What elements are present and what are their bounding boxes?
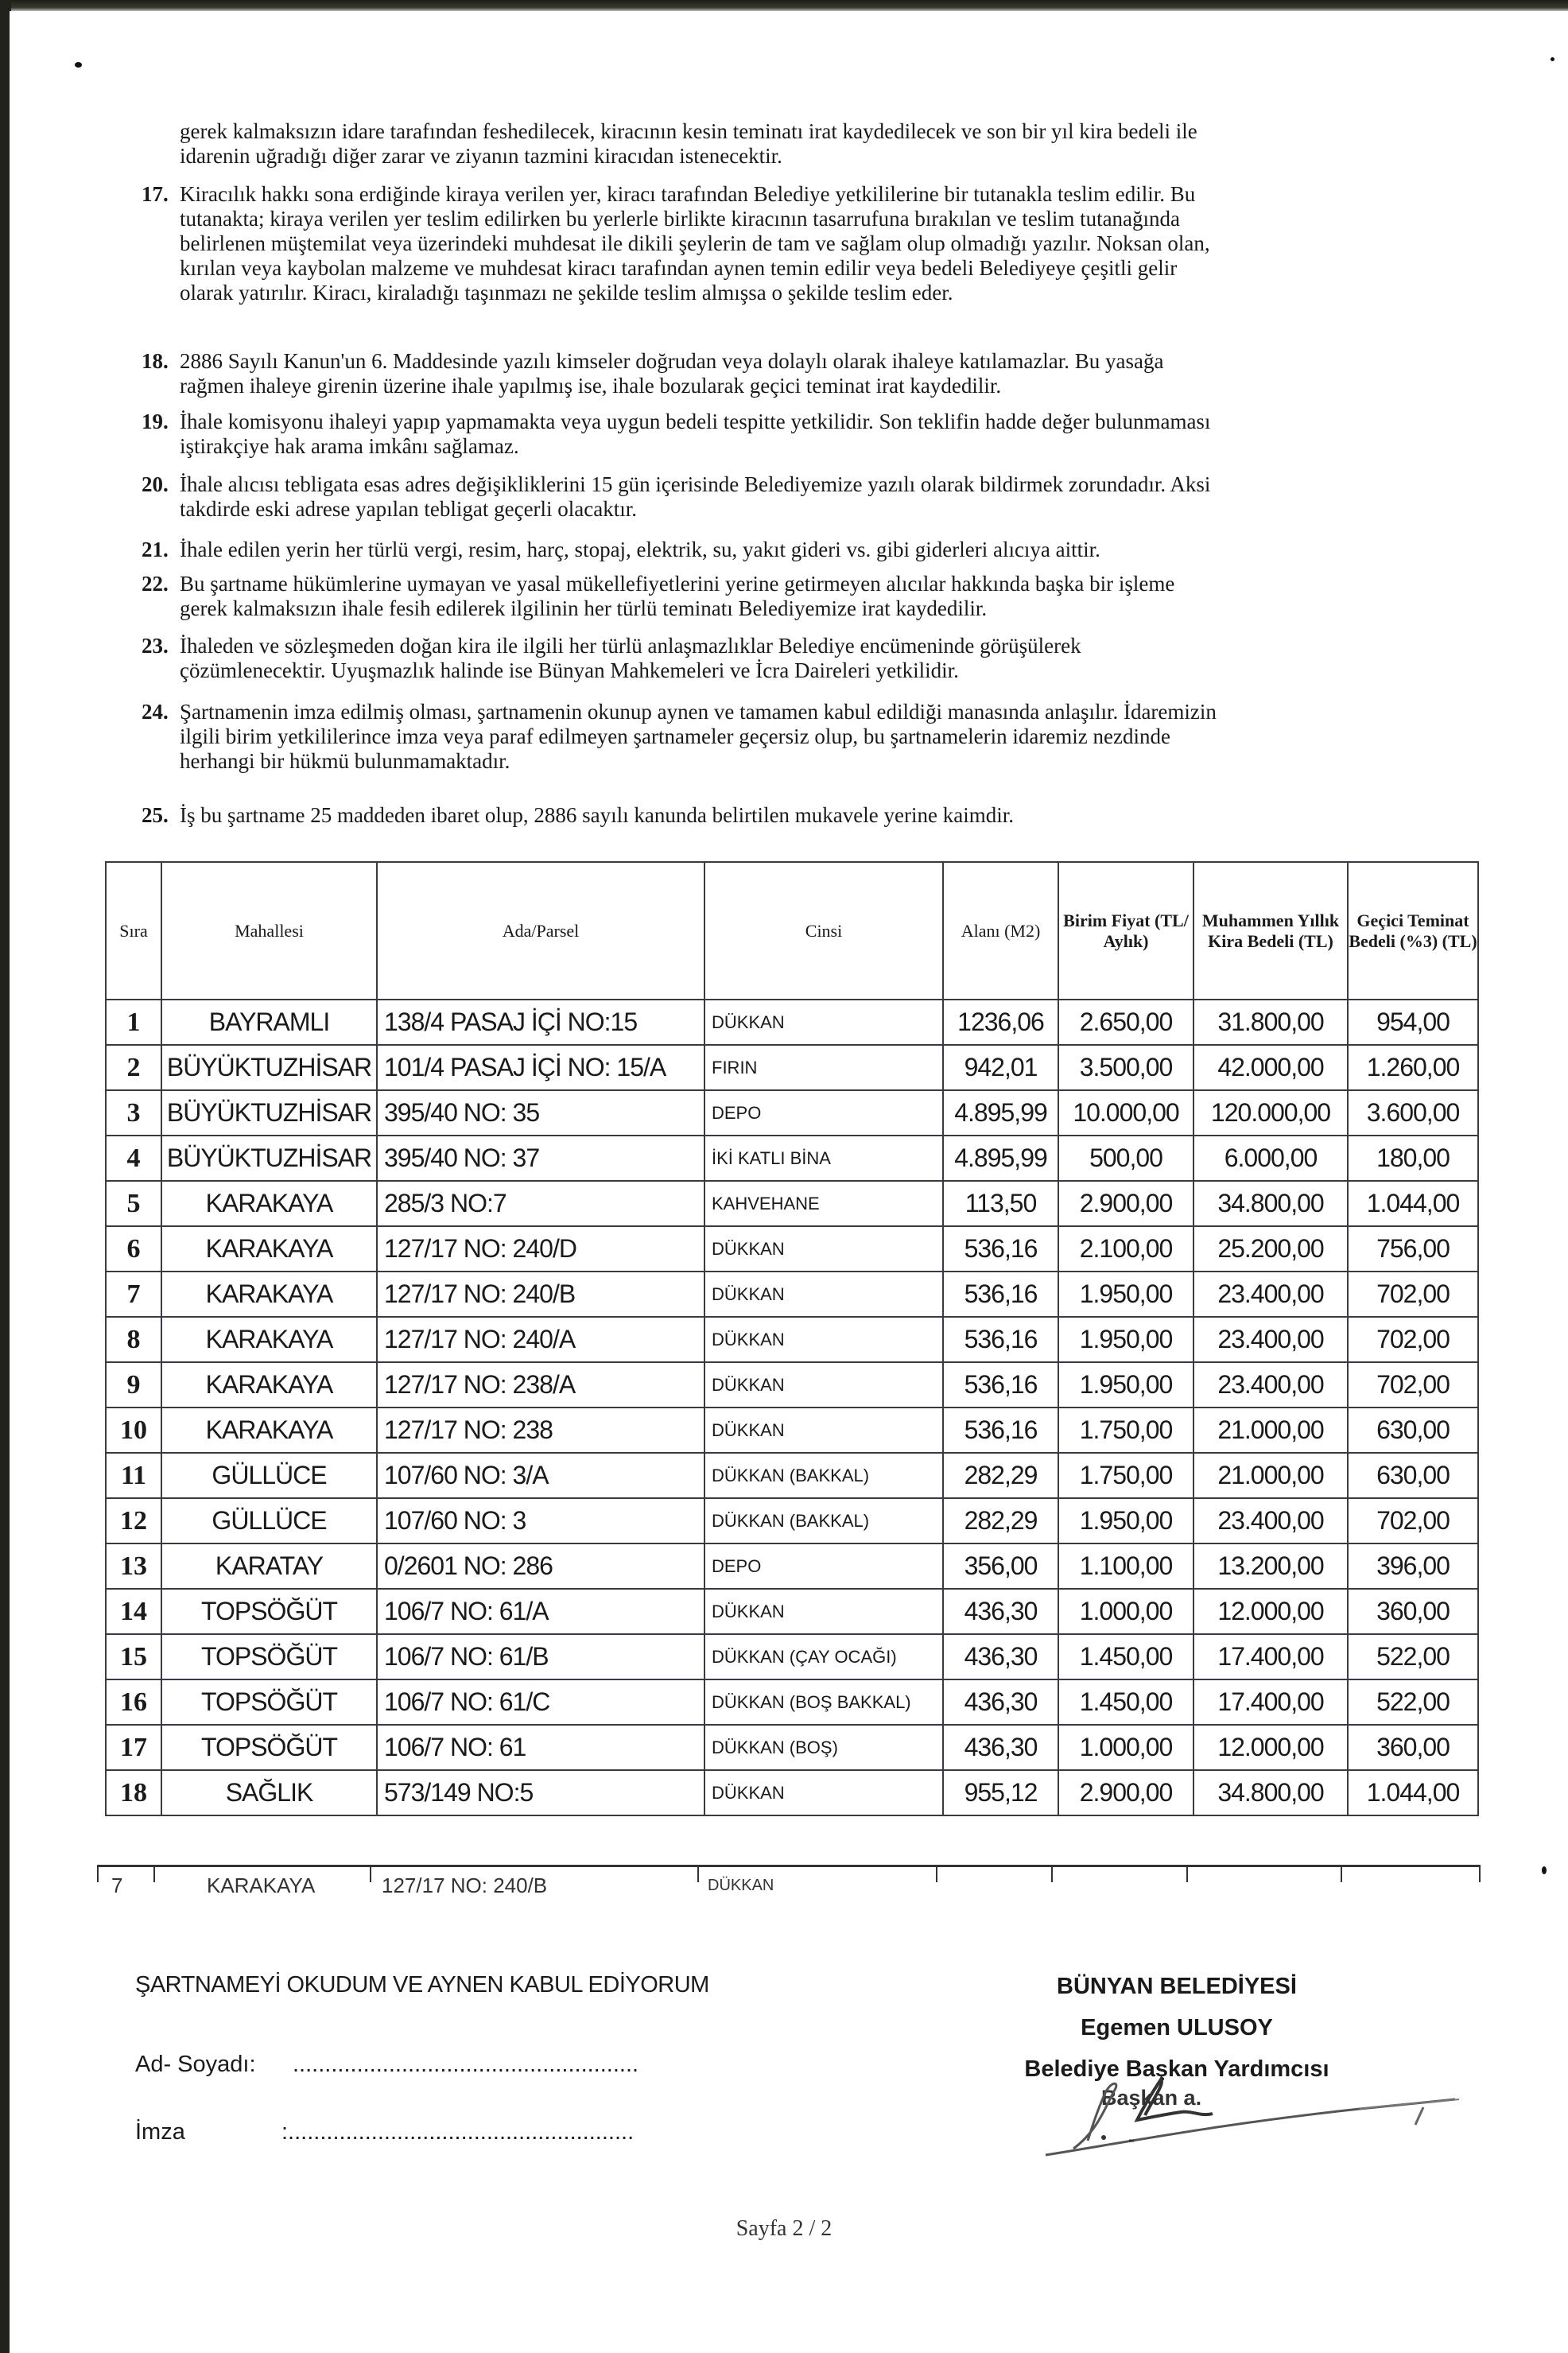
cell-muhammen-kira: 17.400,00 — [1193, 1679, 1348, 1725]
signer-block — [994, 1966, 1360, 2090]
clause-line: Bu şartname hükümlerine uymayan ve yasal mükellefiyetlerini yerine getirmeyen alıcılar hakkında başka bir işleme — [180, 572, 1175, 596]
cell-ada-parsel: 106/7 NO: 61/C — [377, 1679, 704, 1725]
cell-muhammen-kira: 23.400,00 — [1193, 1362, 1348, 1408]
cell-muhammen-kira: 25.200,00 — [1193, 1226, 1348, 1272]
clause-line: İhale edilen yerin her türlü vergi, resim, harç, stopaj, elektrik, su, yakıt gideri vs. gibi giderleri alıcıya aittir. — [180, 538, 1100, 561]
cell-sira: 17 — [106, 1725, 161, 1770]
clause-number: 25. — [142, 803, 169, 827]
cutoff-row-divider — [936, 1865, 937, 1882]
cell-cinsi: DÜKKAN (BAKKAL) — [704, 1498, 943, 1543]
cell-birim-fiyat: 1.000,00 — [1058, 1589, 1193, 1634]
cell-gecici-teminat: 1.260,00 — [1348, 1045, 1478, 1090]
scan-speck — [1551, 57, 1554, 61]
cell-ada-parsel: 0/2601 NO: 286 — [377, 1543, 704, 1589]
cell-mahallesi: KARAKAYA — [161, 1181, 377, 1226]
cell-mahallesi: BÜYÜKTUZHİSAR — [161, 1136, 377, 1181]
cell-mahallesi: KARAKAYA — [161, 1408, 377, 1453]
cell-muhammen-kira: 23.400,00 — [1193, 1317, 1348, 1362]
cell-sira: 4 — [106, 1136, 161, 1181]
cell-ada-parsel: 285/3 NO:7 — [377, 1181, 704, 1226]
cell-cinsi: DÜKKAN (BOŞ) — [704, 1725, 943, 1770]
cell-sira: 3 — [106, 1090, 161, 1136]
clause-21 — [142, 538, 1508, 562]
cell-cinsi: DÜKKAN (ÇAY OCAĞI) — [704, 1634, 943, 1679]
cell-birim-fiyat: 1.950,00 — [1058, 1272, 1193, 1317]
clause-18 — [142, 349, 1508, 398]
cell-muhammen-kira: 13.200,00 — [1193, 1543, 1348, 1589]
scan-speck — [75, 62, 82, 68]
cell-ada-parsel: 127/17 NO: 240/A — [377, 1317, 704, 1362]
cell-sira: 6 — [106, 1226, 161, 1272]
cell-mahallesi: BÜYÜKTUZHİSAR — [161, 1090, 377, 1136]
header-birim-fiyat: Birim Fiyat (TL/ Aylık) — [1058, 862, 1193, 1000]
cell-birim-fiyat: 1.100,00 — [1058, 1543, 1193, 1589]
header-cinsi: Cinsi — [704, 862, 943, 1000]
table-row — [106, 1498, 1478, 1543]
table-header-row — [106, 862, 1478, 1000]
cell-cinsi: FIRIN — [704, 1045, 943, 1090]
cell-muhammen-kira: 34.800,00 — [1193, 1770, 1348, 1815]
clause-line: Şartnamenin imza edilmiş olması, şartnamenin okunup aynen ve tamamen kabul edildiği manasında anlaşılır. İdaremizin — [180, 700, 1217, 724]
cell-birim-fiyat: 1.750,00 — [1058, 1453, 1193, 1498]
table-row — [106, 1181, 1478, 1226]
cell-mahallesi: KARATAY — [161, 1543, 377, 1589]
clause-line: takdirde eski adrese yapılan tebligat geçerli olacaktır. — [180, 497, 638, 521]
clause-number: 21. — [142, 538, 169, 561]
on-behalf-note: Başkan a. — [1101, 2086, 1202, 2110]
cell-muhammen-kira: 17.400,00 — [1193, 1634, 1348, 1679]
table-row — [106, 1272, 1478, 1317]
cell-ada-parsel: 127/17 NO: 240/B — [377, 1272, 704, 1317]
cell-sira: 1 — [106, 1000, 161, 1045]
name-label: Ad- Soyadı: — [135, 2052, 256, 2077]
clause-number: 22. — [142, 572, 169, 596]
cell-gecici-teminat: 702,00 — [1348, 1272, 1478, 1317]
name-field — [135, 2052, 639, 2078]
signer-organization: BÜNYAN BELEDİYESİ — [1057, 1974, 1297, 1999]
cell-sira: 13 — [106, 1543, 161, 1589]
cell-cinsi: KAHVEHANE — [704, 1181, 943, 1226]
table-row — [106, 1725, 1478, 1770]
scan-speck — [1542, 1866, 1547, 1874]
cell-alani: 536,16 — [943, 1317, 1058, 1362]
table-row — [106, 1000, 1478, 1045]
cell-birim-fiyat: 1.950,00 — [1058, 1362, 1193, 1408]
clause-line: herhangi bir hükmü bulunmamaktadır. — [180, 749, 510, 773]
cell-birim-fiyat: 1.950,00 — [1058, 1498, 1193, 1543]
table-row — [106, 1317, 1478, 1362]
cell-cinsi: DÜKKAN — [704, 1317, 943, 1362]
header-muhammen-kira: Muhammen Yıllık Kira Bedeli (TL) — [1193, 862, 1348, 1000]
cell-gecici-teminat: 756,00 — [1348, 1226, 1478, 1272]
cell-muhammen-kira: 12.000,00 — [1193, 1589, 1348, 1634]
signature-label: İmza — [135, 2119, 185, 2145]
cell-mahallesi: KARAKAYA — [161, 1317, 377, 1362]
clause-line: İhale komisyonu ihaleyi yapıp yapmamakta veya uygun bedeli tespitte yetkilidir. Son teklifin hadde değer bulunmaması — [180, 410, 1211, 433]
cell-gecici-teminat: 360,00 — [1348, 1725, 1478, 1770]
cutoff-row-divider — [97, 1865, 99, 1882]
cell-birim-fiyat: 1.950,00 — [1058, 1317, 1193, 1362]
cell-gecici-teminat: 702,00 — [1348, 1498, 1478, 1543]
cutoff-row-border — [97, 1865, 1481, 1867]
cell-muhammen-kira: 34.800,00 — [1193, 1181, 1348, 1226]
cell-alani: 1236,06 — [943, 1000, 1058, 1045]
cell-cinsi: DÜKKAN — [704, 1272, 943, 1317]
signer-name: Egemen ULUSOY — [1081, 2015, 1273, 2040]
cell-gecici-teminat: 360,00 — [1348, 1589, 1478, 1634]
cell-sira: 12 — [106, 1498, 161, 1543]
clause-line: gerek kalmaksızın ihale fesih edilerek ilgilinin her türlü teminatı Belediyemize irat kaydedilir. — [180, 596, 988, 620]
cell-sira: 14 — [106, 1589, 161, 1634]
table-row — [106, 1136, 1478, 1181]
cell-alani: 4.895,99 — [943, 1090, 1058, 1136]
table-row — [106, 1362, 1478, 1408]
cell-birim-fiyat: 10.000,00 — [1058, 1090, 1193, 1136]
clause-line: iştirakçiye hak arama imkânı sağlamaz. — [180, 434, 519, 458]
cell-mahallesi: KARAKAYA — [161, 1272, 377, 1317]
cell-ada-parsel: 573/149 NO:5 — [377, 1770, 704, 1815]
cutoff-cell — [382, 1875, 547, 1883]
cell-gecici-teminat: 630,00 — [1348, 1408, 1478, 1453]
cell-cinsi: DÜKKAN — [704, 1226, 943, 1272]
cell-muhammen-kira: 6.000,00 — [1193, 1136, 1348, 1181]
cell-alani: 536,16 — [943, 1226, 1058, 1272]
cell-birim-fiyat: 2.650,00 — [1058, 1000, 1193, 1045]
cell-mahallesi: KARAKAYA — [161, 1362, 377, 1408]
clause-line: Kiracılık hakkı sona erdiğinde kiraya verilen yer, kiracı tarafından Belediye yetkililerine bir tutanakla teslim edilir. Bu — [180, 182, 1196, 206]
cell-alani: 282,29 — [943, 1453, 1058, 1498]
cutoff-row-divider — [1479, 1865, 1481, 1882]
cell-cinsi: DÜKKAN — [704, 1408, 943, 1453]
cell-cinsi: DEPO — [704, 1090, 943, 1136]
cell-birim-fiyat: 2.100,00 — [1058, 1226, 1193, 1272]
cell-ada-parsel: 395/40 NO: 35 — [377, 1090, 704, 1136]
cell-sira: 7 — [106, 1272, 161, 1317]
cell-cinsi: DÜKKAN (BOŞ BAKKAL) — [704, 1679, 943, 1725]
clause-line: İş bu şartname 25 maddeden ibaret olup, 2886 sayılı kanunda belirtilen mukavele yerine kaimdir. — [180, 803, 1014, 827]
cell-sira: 11 — [106, 1453, 161, 1498]
cell-birim-fiyat: 1.750,00 — [1058, 1408, 1193, 1453]
clause-line: rağmen ihaleye girenin üzerine ihale yapılmış ise, ihale bozularak geçici teminat irat kaydedilir. — [180, 374, 1002, 398]
cell-ada-parsel: 107/60 NO: 3/A — [377, 1453, 704, 1498]
clause-23 — [142, 634, 1508, 683]
cell-birim-fiyat: 1.450,00 — [1058, 1634, 1193, 1679]
signature-field — [135, 2119, 635, 2145]
cell-mahallesi: SAĞLIK — [161, 1770, 377, 1815]
cell-mahallesi: BÜYÜKTUZHİSAR — [161, 1045, 377, 1090]
cell-gecici-teminat: 396,00 — [1348, 1543, 1478, 1589]
cell-mahallesi: BAYRAMLI — [161, 1000, 377, 1045]
cell-gecici-teminat: 522,00 — [1348, 1634, 1478, 1679]
cell-alani: 955,12 — [943, 1770, 1058, 1815]
cell-cinsi: DÜKKAN — [704, 1770, 943, 1815]
cutoff-row-divider — [370, 1865, 371, 1882]
cell-alani: 436,30 — [943, 1589, 1058, 1634]
clause-line: kırılan veya kaybolan malzeme ve muhdesat kiracı tarafından aynen temin edilir veya bedeli Belediyeye çeşitli gelir — [180, 256, 1178, 280]
page-number: Sayfa 2 / 2 — [735, 2216, 833, 2241]
cell-gecici-teminat: 954,00 — [1348, 1000, 1478, 1045]
cell-alani: 536,16 — [943, 1272, 1058, 1317]
cell-birim-fiyat: 1.450,00 — [1058, 1679, 1193, 1725]
cell-sira: 9 — [106, 1362, 161, 1408]
clause-line: idarenin uğradığı diğer zarar ve ziyanın tazmini kiracıdan istenecektir. — [180, 144, 782, 168]
cell-sira: 2 — [106, 1045, 161, 1090]
cell-birim-fiyat: 2.900,00 — [1058, 1181, 1193, 1226]
cell-mahallesi: TOPSÖĞÜT — [161, 1589, 377, 1634]
table-row — [106, 1045, 1478, 1090]
cell-muhammen-kira: 120.000,00 — [1193, 1090, 1348, 1136]
cell-alani: 536,16 — [943, 1362, 1058, 1408]
cell-alani: 113,50 — [943, 1181, 1058, 1226]
cell-muhammen-kira: 23.400,00 — [1193, 1498, 1348, 1543]
cell-cinsi: DEPO — [704, 1543, 943, 1589]
cell-mahallesi: KARAKAYA — [161, 1226, 377, 1272]
cell-birim-fiyat: 2.900,00 — [1058, 1770, 1193, 1815]
table-row — [106, 1679, 1478, 1725]
clause-24 — [142, 700, 1508, 774]
cell-sira: 15 — [106, 1634, 161, 1679]
cell-ada-parsel: 127/17 NO: 240/D — [377, 1226, 704, 1272]
cell-alani: 436,30 — [943, 1725, 1058, 1770]
cutoff-row-divider — [1051, 1865, 1053, 1882]
cell-mahallesi: TOPSÖĞÜT — [161, 1725, 377, 1770]
cell-gecici-teminat: 630,00 — [1348, 1453, 1478, 1498]
cell-birim-fiyat: 3.500,00 — [1058, 1045, 1193, 1090]
header-sira: Sıra — [106, 862, 161, 1000]
cell-mahallesi: TOPSÖĞÜT — [161, 1634, 377, 1679]
cell-alani: 536,16 — [943, 1408, 1058, 1453]
cell-gecici-teminat: 522,00 — [1348, 1679, 1478, 1725]
clause-line: olarak yatırılır. Kiracı, kiraladığı taşınmazı ne şekilde teslim almışsa o şekilde teslim eder. — [180, 281, 953, 305]
cell-ada-parsel: 395/40 NO: 37 — [377, 1136, 704, 1181]
cell-gecici-teminat: 1.044,00 — [1348, 1770, 1478, 1815]
cell-muhammen-kira: 21.000,00 — [1193, 1408, 1348, 1453]
clause-line: çözümlenecektir. Uyuşmazlık halinde ise Bünyan Mahkemeleri ve İcra Daireleri yetkilidir. — [180, 658, 959, 682]
cutoff-cell — [708, 1875, 774, 1883]
clause-number: 17. — [142, 182, 169, 206]
cell-ada-parsel: 106/7 NO: 61/A — [377, 1589, 704, 1634]
cell-alani: 942,01 — [943, 1045, 1058, 1090]
cell-gecici-teminat: 180,00 — [1348, 1136, 1478, 1181]
cell-ada-parsel: 101/4 PASAJ İÇİ NO: 15/A — [377, 1045, 704, 1090]
table-row — [106, 1543, 1478, 1589]
cell-ada-parsel: 138/4 PASAJ İÇİ NO:15 — [377, 1000, 704, 1045]
cell-ada-parsel: 127/17 NO: 238 — [377, 1408, 704, 1453]
cell-cinsi: DÜKKAN — [704, 1362, 943, 1408]
cutoff-row-divider — [1186, 1865, 1188, 1882]
acceptance-statement: ŞARTNAMEYİ OKUDUM VE AYNEN KABUL EDİYORUM — [135, 1972, 709, 1998]
cutoff-row-divider — [1341, 1865, 1342, 1882]
cell-ada-parsel: 106/7 NO: 61/B — [377, 1634, 704, 1679]
cell-sira: 5 — [106, 1181, 161, 1226]
cell-cinsi: DÜKKAN — [704, 1589, 943, 1634]
clause-number: 24. — [142, 700, 169, 724]
cell-gecici-teminat: 702,00 — [1348, 1362, 1478, 1408]
clause-continuation — [180, 119, 1508, 169]
cell-mahallesi: GÜLLÜCE — [161, 1498, 377, 1543]
cell-birim-fiyat: 1.000,00 — [1058, 1725, 1193, 1770]
cell-cinsi: DÜKKAN (BAKKAL) — [704, 1453, 943, 1498]
clause-17 — [142, 182, 1508, 305]
clause-22 — [142, 572, 1508, 621]
name-dotted-line: ...................................................... — [293, 2052, 639, 2077]
signature-dotted-line: :...................................................... — [281, 2119, 635, 2145]
cell-gecici-teminat: 702,00 — [1348, 1317, 1478, 1362]
table-row — [106, 1226, 1478, 1272]
cell-muhammen-kira: 12.000,00 — [1193, 1725, 1348, 1770]
clause-line: İhale alıcısı tebligata esas adres değişikliklerini 15 gün içerisinde Belediyemize yazılı olarak bildirmek zorundadır. Aksi — [180, 472, 1211, 496]
header-gecici-teminat: Geçici Teminat Bedeli (%3) (TL) — [1348, 862, 1478, 1000]
table-row — [106, 1090, 1478, 1136]
clause-number: 20. — [142, 472, 169, 496]
cell-cinsi: İKİ KATLI BİNA — [704, 1136, 943, 1181]
cell-cinsi: DÜKKAN — [704, 1000, 943, 1045]
cell-ada-parsel: 127/17 NO: 238/A — [377, 1362, 704, 1408]
cutoff-cell — [207, 1875, 315, 1883]
header-mahallesi: Mahallesi — [161, 862, 377, 1000]
clause-line: tutanakta; kiraya verilen yer teslim edilirken bu yerlerle birlikte kiracının tasarrufuna bırakılan ve teslim tutanağında — [180, 207, 1181, 231]
cell-alani: 282,29 — [943, 1498, 1058, 1543]
cell-gecici-teminat: 1.044,00 — [1348, 1181, 1478, 1226]
clause-25 — [142, 803, 1508, 828]
clause-number: 23. — [142, 634, 169, 658]
cell-sira: 8 — [106, 1317, 161, 1362]
cell-mahallesi: GÜLLÜCE — [161, 1453, 377, 1498]
header-alani: Alanı (M2) — [943, 862, 1058, 1000]
clause-line: 2886 Sayılı Kanun'un 6. Maddesinde yazılı kimseler doğrudan veya dolaylı olarak ihaleye katılamazlar. Bu yasağa — [180, 349, 1164, 373]
cutoff-cell — [111, 1875, 122, 1883]
cell-alani: 4.895,99 — [943, 1136, 1058, 1181]
cell-mahallesi: TOPSÖĞÜT — [161, 1679, 377, 1725]
cell-ada-parsel: 106/7 NO: 61 — [377, 1725, 704, 1770]
handwritten-signature-icon — [1026, 2075, 1471, 2163]
cutoff-row-divider — [153, 1865, 155, 1882]
cell-ada-parsel: 107/60 NO: 3 — [377, 1498, 704, 1543]
clause-line: belirlenen müştemilat veya üzerindeki muhdesat ile dikili şeylerin de tam ve sağlam olup olmadığı yazılır. Noksan olan, — [180, 231, 1210, 255]
cell-sira: 10 — [106, 1408, 161, 1453]
table-row — [106, 1408, 1478, 1453]
cutoff-row-divider — [697, 1865, 699, 1882]
cell-muhammen-kira: 31.800,00 — [1193, 1000, 1348, 1045]
cell-birim-fiyat: 500,00 — [1058, 1136, 1193, 1181]
property-rental-table — [105, 861, 1479, 1816]
cell-sira: 16 — [106, 1679, 161, 1725]
table-body — [106, 1000, 1478, 1815]
table-row — [106, 1770, 1478, 1815]
clause-line: ilgili birim yetkililerince imza veya paraf edilmeyen şartnameler geçersiz olup, bu şartnamelerin idaremiz nezdinde — [180, 724, 1170, 748]
clause-19 — [142, 410, 1508, 459]
cell-muhammen-kira: 42.000,00 — [1193, 1045, 1348, 1090]
cell-muhammen-kira: 21.000,00 — [1193, 1453, 1348, 1498]
cell-alani: 436,30 — [943, 1679, 1058, 1725]
cell-alani: 436,30 — [943, 1634, 1058, 1679]
clause-number: 18. — [142, 349, 169, 373]
cell-sira: 18 — [106, 1770, 161, 1815]
table-row — [106, 1634, 1478, 1679]
table-row — [106, 1589, 1478, 1634]
clause-line: İhaleden ve sözleşmeden doğan kira ile ilgili her türlü anlaşmazlıklar Belediye encümeninde görüşülerek — [180, 634, 1081, 658]
clause-line: gerek kalmaksızın idare tarafından feshedilecek, kiracının kesin teminatı irat kaydedilecek ve son bir yıl kira bedeli ile — [180, 119, 1197, 143]
table-row — [106, 1453, 1478, 1498]
clause-20 — [142, 472, 1508, 522]
clause-number: 19. — [142, 410, 169, 433]
cell-gecici-teminat: 3.600,00 — [1348, 1090, 1478, 1136]
signer-title: Belediye Başkan Yardımcısı — [1024, 2056, 1329, 2082]
cell-muhammen-kira: 23.400,00 — [1193, 1272, 1348, 1317]
header-ada-parsel: Ada/Parsel — [377, 862, 704, 1000]
cell-alani: 356,00 — [943, 1543, 1058, 1589]
